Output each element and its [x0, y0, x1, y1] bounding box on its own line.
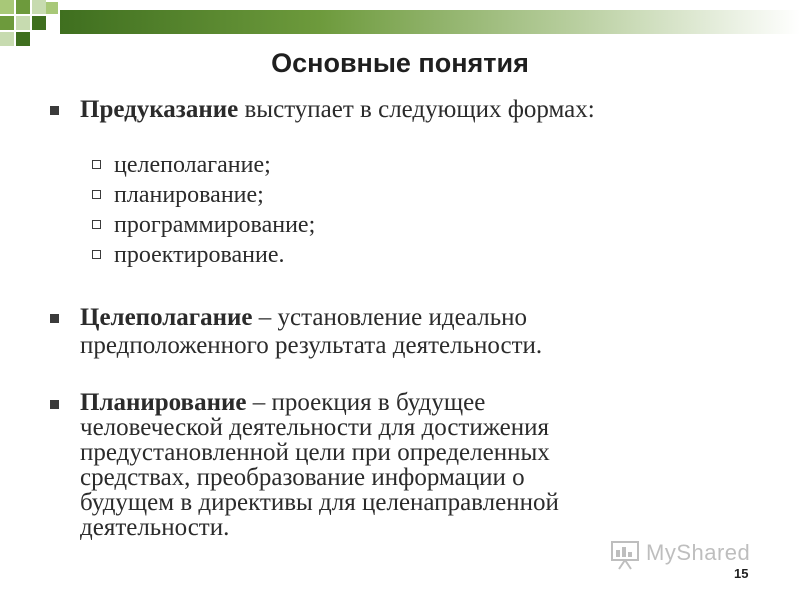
bullet-text: деятельности.: [80, 514, 230, 541]
presentation-board-icon: [610, 540, 642, 570]
deco-square: [16, 0, 30, 14]
bullet-text: средствах, преобразование информации о: [80, 464, 525, 491]
hollow-square-bullet-icon: [92, 220, 101, 229]
bullet-text: будущем в директивы для целенаправленной: [80, 489, 559, 516]
square-bullet-icon: [50, 314, 59, 323]
bullet-item: [50, 304, 770, 360]
bullet-term: Предуказание: [80, 96, 239, 123]
slide-content: [50, 96, 770, 540]
header-gradient-bar: [60, 10, 800, 34]
deco-square: [32, 0, 46, 14]
hollow-square-bullet-icon: [92, 250, 101, 259]
deco-square: [16, 16, 30, 30]
slide-title: Основные понятия: [271, 48, 529, 78]
deco-square: [0, 32, 14, 46]
bullet-text: человеческой деятельности для достижения: [80, 414, 550, 441]
bullet-text: предположенного результата деятельности.: [80, 332, 543, 359]
hollow-square-bullet-icon: [92, 190, 101, 199]
deco-square: [0, 0, 14, 14]
deco-square: [0, 16, 14, 30]
square-bullet-icon: [50, 106, 59, 115]
deco-square: [46, 2, 58, 14]
sub-item-text: планирование;: [114, 182, 264, 208]
bullet-term: Планирование: [80, 389, 247, 416]
sub-item-text: целеполагание;: [114, 152, 271, 178]
bullet-item: [50, 96, 770, 124]
bullet-text: – установление идеально: [252, 304, 528, 331]
page-number: 15: [734, 566, 749, 581]
sub-list-item: [92, 150, 770, 180]
deco-square: [32, 16, 46, 30]
bullet-text: выступает в следующих формах:: [238, 96, 595, 123]
bullet-item: [50, 390, 770, 540]
sub-list: [92, 150, 770, 270]
bullet-term: Целеполагание: [80, 304, 253, 331]
hollow-square-bullet-icon: [92, 160, 101, 169]
sub-list-item: [92, 240, 770, 270]
bullet-text: предустановленной цели при определенных: [80, 439, 550, 466]
sub-list-item: [92, 180, 770, 210]
header-decoration: [0, 0, 800, 50]
sub-item-text: программирование;: [114, 212, 316, 238]
deco-square: [16, 32, 30, 46]
sub-list-item: [92, 210, 770, 240]
square-bullet-icon: [50, 400, 59, 409]
bullet-text: – проекция в будущее: [246, 389, 486, 416]
watermark-text: MyShared: [646, 540, 751, 565]
sub-item-text: проектирование.: [114, 242, 285, 268]
